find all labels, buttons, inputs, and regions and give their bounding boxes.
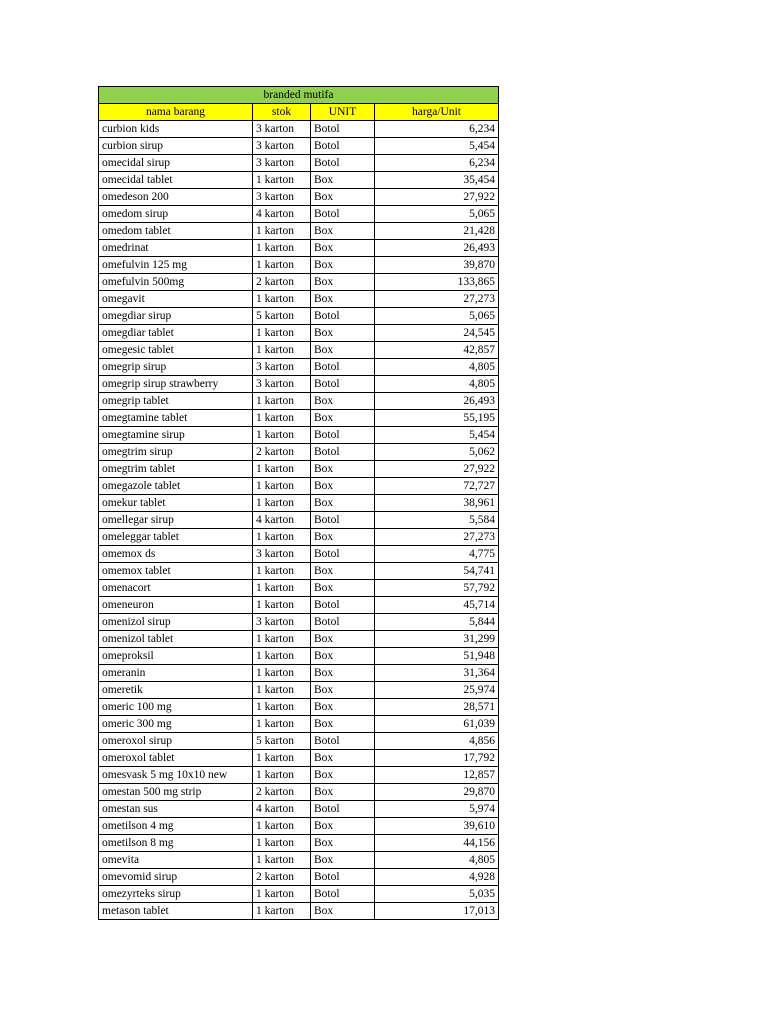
cell-nama-barang[interactable]: omegrip tablet: [99, 393, 253, 410]
table-row: [99, 563, 499, 580]
table-row: [99, 172, 499, 189]
title-row: [99, 87, 499, 104]
cell-nama-barang[interactable]: ometilson 8 mg: [99, 835, 253, 852]
table-row: [99, 342, 499, 359]
cell-harga-unit[interactable]: 55,195: [375, 410, 499, 427]
cell-stok[interactable]: 5 karton: [253, 308, 311, 325]
cell-harga-unit[interactable]: 17,792: [375, 750, 499, 767]
cell-harga-unit[interactable]: 31,364: [375, 665, 499, 682]
cell-unit[interactable]: Box: [311, 495, 375, 512]
cell-nama-barang[interactable]: omevomid sirup: [99, 869, 253, 886]
cell-unit[interactable]: Botol: [311, 869, 375, 886]
cell-nama-barang[interactable]: omedeson 200: [99, 189, 253, 206]
table-row: [99, 393, 499, 410]
cell-nama-barang[interactable]: omegdiar tablet: [99, 325, 253, 342]
cell-nama-barang[interactable]: omedom tablet: [99, 223, 253, 240]
cell-nama-barang[interactable]: curbion kids: [99, 121, 253, 138]
cell-nama-barang[interactable]: omenizol sirup: [99, 614, 253, 631]
table-row: [99, 240, 499, 257]
cell-nama-barang[interactable]: omedrinat: [99, 240, 253, 257]
cell-stok[interactable]: 1 karton: [253, 886, 311, 903]
cell-unit[interactable]: Box: [311, 852, 375, 869]
cell-harga-unit[interactable]: 4,805: [375, 376, 499, 393]
table-row: [99, 206, 499, 223]
cell-unit[interactable]: Botol: [311, 138, 375, 155]
cell-nama-barang[interactable]: omestan sus: [99, 801, 253, 818]
cell-nama-barang[interactable]: omeroxol tablet: [99, 750, 253, 767]
cell-stok[interactable]: 4 karton: [253, 206, 311, 223]
cell-unit[interactable]: Box: [311, 699, 375, 716]
cell-harga-unit[interactable]: 29,870: [375, 784, 499, 801]
cell-stok[interactable]: 1 karton: [253, 665, 311, 682]
column-header-stok[interactable]: stok: [253, 104, 311, 121]
table-row: [99, 682, 499, 699]
cell-harga-unit[interactable]: 39,870: [375, 257, 499, 274]
cell-stok[interactable]: 1 karton: [253, 750, 311, 767]
cell-unit[interactable]: Box: [311, 529, 375, 546]
cell-nama-barang[interactable]: omecidal tablet: [99, 172, 253, 189]
cell-nama-barang[interactable]: omeric 100 mg: [99, 699, 253, 716]
cell-unit[interactable]: Botol: [311, 886, 375, 903]
cell-unit[interactable]: Box: [311, 784, 375, 801]
cell-harga-unit[interactable]: 21,428: [375, 223, 499, 240]
cell-nama-barang[interactable]: omekur tablet: [99, 495, 253, 512]
cell-harga-unit[interactable]: 28,571: [375, 699, 499, 716]
table-row: [99, 155, 499, 172]
cell-stok[interactable]: 3 karton: [253, 546, 311, 563]
cell-stok[interactable]: 3 karton: [253, 376, 311, 393]
cell-stok[interactable]: 3 karton: [253, 359, 311, 376]
table-row: [99, 699, 499, 716]
cell-harga-unit[interactable]: 5,974: [375, 801, 499, 818]
cell-unit[interactable]: Box: [311, 665, 375, 682]
cell-stok[interactable]: 1 karton: [253, 835, 311, 852]
cell-nama-barang[interactable]: omesvask 5 mg 10x10 new: [99, 767, 253, 784]
cell-harga-unit[interactable]: 72,727: [375, 478, 499, 495]
cell-stok[interactable]: 2 karton: [253, 444, 311, 461]
column-header-nama-barang[interactable]: nama barang: [99, 104, 253, 121]
cell-nama-barang[interactable]: omegtrim tablet: [99, 461, 253, 478]
table-row: [99, 512, 499, 529]
cell-unit[interactable]: Box: [311, 835, 375, 852]
cell-unit[interactable]: Botol: [311, 155, 375, 172]
cell-unit[interactable]: Box: [311, 750, 375, 767]
cell-harga-unit[interactable]: 26,493: [375, 393, 499, 410]
table-row: [99, 886, 499, 903]
table-row: [99, 903, 499, 920]
table-row: [99, 325, 499, 342]
table-row: [99, 495, 499, 512]
product-table: [98, 86, 499, 920]
cell-nama-barang[interactable]: omevita: [99, 852, 253, 869]
cell-stok[interactable]: 4 karton: [253, 512, 311, 529]
table-row: [99, 308, 499, 325]
table-row: [99, 257, 499, 274]
table-row: [99, 529, 499, 546]
cell-nama-barang[interactable]: omegdiar sirup: [99, 308, 253, 325]
cell-unit[interactable]: Box: [311, 818, 375, 835]
cell-stok[interactable]: 1 karton: [253, 580, 311, 597]
cell-stok[interactable]: 1 karton: [253, 461, 311, 478]
cell-unit[interactable]: Box: [311, 325, 375, 342]
table-row: [99, 852, 499, 869]
cell-harga-unit[interactable]: 61,039: [375, 716, 499, 733]
cell-harga-unit[interactable]: 39,610: [375, 818, 499, 835]
cell-nama-barang[interactable]: omeric 300 mg: [99, 716, 253, 733]
cell-nama-barang[interactable]: omemox ds: [99, 546, 253, 563]
cell-stok[interactable]: 1 karton: [253, 410, 311, 427]
cell-nama-barang[interactable]: omegtamine tablet: [99, 410, 253, 427]
cell-stok[interactable]: 1 karton: [253, 682, 311, 699]
cell-unit[interactable]: Botol: [311, 376, 375, 393]
table-row: [99, 767, 499, 784]
cell-stok[interactable]: 1 karton: [253, 699, 311, 716]
cell-unit[interactable]: Box: [311, 240, 375, 257]
cell-unit[interactable]: Box: [311, 257, 375, 274]
cell-unit[interactable]: Box: [311, 631, 375, 648]
cell-harga-unit[interactable]: 4,775: [375, 546, 499, 563]
cell-unit[interactable]: Box: [311, 393, 375, 410]
table-row: [99, 750, 499, 767]
cell-stok[interactable]: 4 karton: [253, 801, 311, 818]
table-row: [99, 733, 499, 750]
cell-stok[interactable]: 3 karton: [253, 121, 311, 138]
cell-stok[interactable]: 1 karton: [253, 427, 311, 444]
cell-stok[interactable]: 5 karton: [253, 733, 311, 750]
cell-unit[interactable]: Botol: [311, 444, 375, 461]
cell-stok[interactable]: 1 karton: [253, 291, 311, 308]
cell-nama-barang[interactable]: omemox tablet: [99, 563, 253, 580]
cell-unit[interactable]: Box: [311, 682, 375, 699]
cell-unit[interactable]: Box: [311, 767, 375, 784]
cell-stok[interactable]: 2 karton: [253, 274, 311, 291]
table-row: [99, 597, 499, 614]
table-row: [99, 461, 499, 478]
cell-unit[interactable]: Box: [311, 172, 375, 189]
cell-harga-unit[interactable]: 27,922: [375, 461, 499, 478]
cell-harga-unit[interactable]: 4,805: [375, 359, 499, 376]
cell-stok[interactable]: 2 karton: [253, 869, 311, 886]
cell-unit[interactable]: Botol: [311, 597, 375, 614]
cell-nama-barang[interactable]: omegrip sirup: [99, 359, 253, 376]
table-row: [99, 716, 499, 733]
cell-harga-unit[interactable]: 133,865: [375, 274, 499, 291]
cell-unit[interactable]: Botol: [311, 206, 375, 223]
cell-harga-unit[interactable]: 5,454: [375, 427, 499, 444]
cell-unit[interactable]: Box: [311, 580, 375, 597]
table-row: [99, 274, 499, 291]
cell-stok[interactable]: 1 karton: [253, 818, 311, 835]
cell-unit[interactable]: Box: [311, 342, 375, 359]
cell-stok[interactable]: 3 karton: [253, 138, 311, 155]
cell-nama-barang[interactable]: omecidal sirup: [99, 155, 253, 172]
cell-nama-barang[interactable]: omefulvin 500mg: [99, 274, 253, 291]
table-row: [99, 189, 499, 206]
cell-unit[interactable]: Botol: [311, 121, 375, 138]
cell-unit[interactable]: Botol: [311, 546, 375, 563]
cell-stok[interactable]: 1 karton: [253, 240, 311, 257]
cell-nama-barang[interactable]: omenizol tablet: [99, 631, 253, 648]
cell-harga-unit[interactable]: 54,741: [375, 563, 499, 580]
cell-harga-unit[interactable]: 5,035: [375, 886, 499, 903]
cell-stok[interactable]: 1 karton: [253, 393, 311, 410]
cell-harga-unit[interactable]: 38,961: [375, 495, 499, 512]
cell-harga-unit[interactable]: 5,584: [375, 512, 499, 529]
table-row: [99, 818, 499, 835]
cell-nama-barang[interactable]: omefulvin 125 mg: [99, 257, 253, 274]
cell-unit[interactable]: Botol: [311, 512, 375, 529]
table-title[interactable]: branded mutifa: [99, 87, 499, 104]
cell-nama-barang[interactable]: omeretik: [99, 682, 253, 699]
cell-stok[interactable]: 1 karton: [253, 852, 311, 869]
cell-unit[interactable]: Box: [311, 223, 375, 240]
cell-harga-unit[interactable]: 42,857: [375, 342, 499, 359]
cell-nama-barang[interactable]: omegtrim sirup: [99, 444, 253, 461]
cell-harga-unit[interactable]: 17,013: [375, 903, 499, 920]
cell-nama-barang[interactable]: omegazole tablet: [99, 478, 253, 495]
cell-nama-barang[interactable]: omegtamine sirup: [99, 427, 253, 444]
table-row: [99, 427, 499, 444]
table-row: [99, 291, 499, 308]
cell-unit[interactable]: Box: [311, 648, 375, 665]
cell-harga-unit[interactable]: 45,714: [375, 597, 499, 614]
cell-harga-unit[interactable]: 27,273: [375, 291, 499, 308]
column-header-harga-unit[interactable]: harga/Unit: [375, 104, 499, 121]
cell-stok[interactable]: 1 karton: [253, 716, 311, 733]
cell-harga-unit[interactable]: 44,156: [375, 835, 499, 852]
cell-stok[interactable]: 1 karton: [253, 478, 311, 495]
cell-harga-unit[interactable]: 4,928: [375, 869, 499, 886]
table-row: [99, 376, 499, 393]
cell-stok[interactable]: 3 karton: [253, 155, 311, 172]
cell-nama-barang[interactable]: curbion sirup: [99, 138, 253, 155]
cell-unit[interactable]: Box: [311, 716, 375, 733]
cell-nama-barang[interactable]: omeroxol sirup: [99, 733, 253, 750]
table-row: [99, 835, 499, 852]
column-header-unit[interactable]: UNIT: [311, 104, 375, 121]
cell-stok[interactable]: 2 karton: [253, 784, 311, 801]
cell-stok[interactable]: 1 karton: [253, 342, 311, 359]
cell-stok[interactable]: 1 karton: [253, 495, 311, 512]
table-row: [99, 444, 499, 461]
cell-unit[interactable]: Box: [311, 903, 375, 920]
cell-stok[interactable]: 1 karton: [253, 257, 311, 274]
header-row: [99, 104, 499, 121]
cell-harga-unit[interactable]: 24,545: [375, 325, 499, 342]
cell-stok[interactable]: 1 karton: [253, 172, 311, 189]
cell-unit[interactable]: Botol: [311, 359, 375, 376]
table-row: [99, 648, 499, 665]
table-row: [99, 631, 499, 648]
cell-unit[interactable]: Box: [311, 563, 375, 580]
cell-unit[interactable]: Botol: [311, 427, 375, 444]
cell-stok[interactable]: 1 karton: [253, 563, 311, 580]
cell-harga-unit[interactable]: 5,844: [375, 614, 499, 631]
cell-harga-unit[interactable]: 4,805: [375, 852, 499, 869]
table-row: [99, 580, 499, 597]
cell-harga-unit[interactable]: 26,493: [375, 240, 499, 257]
cell-nama-barang[interactable]: omegrip sirup strawberry: [99, 376, 253, 393]
table-row: [99, 546, 499, 563]
table-row: [99, 801, 499, 818]
table-row: [99, 784, 499, 801]
cell-harga-unit[interactable]: 4,856: [375, 733, 499, 750]
cell-unit[interactable]: Box: [311, 461, 375, 478]
cell-stok[interactable]: 1 karton: [253, 903, 311, 920]
cell-nama-barang[interactable]: ometilson 4 mg: [99, 818, 253, 835]
cell-nama-barang[interactable]: omegavit: [99, 291, 253, 308]
cell-harga-unit[interactable]: 27,922: [375, 189, 499, 206]
cell-nama-barang[interactable]: omeneuron: [99, 597, 253, 614]
cell-harga-unit[interactable]: 12,857: [375, 767, 499, 784]
cell-stok[interactable]: 1 karton: [253, 631, 311, 648]
table-row: [99, 410, 499, 427]
cell-harga-unit[interactable]: 5,065: [375, 206, 499, 223]
cell-nama-barang[interactable]: omedom sirup: [99, 206, 253, 223]
cell-stok[interactable]: 1 karton: [253, 597, 311, 614]
cell-stok[interactable]: 1 karton: [253, 223, 311, 240]
table-row: [99, 665, 499, 682]
cell-nama-barang[interactable]: omeproksil: [99, 648, 253, 665]
cell-stok[interactable]: 3 karton: [253, 189, 311, 206]
cell-harga-unit[interactable]: 5,454: [375, 138, 499, 155]
cell-unit[interactable]: Botol: [311, 308, 375, 325]
cell-unit[interactable]: Box: [311, 291, 375, 308]
cell-harga-unit[interactable]: 57,792: [375, 580, 499, 597]
cell-nama-barang[interactable]: omestan 500 mg strip: [99, 784, 253, 801]
cell-unit[interactable]: Box: [311, 189, 375, 206]
cell-stok[interactable]: 3 karton: [253, 614, 311, 631]
cell-harga-unit[interactable]: 6,234: [375, 155, 499, 172]
table-row: [99, 138, 499, 155]
cell-unit[interactable]: Box: [311, 274, 375, 291]
cell-harga-unit[interactable]: 51,948: [375, 648, 499, 665]
table-row: [99, 869, 499, 886]
cell-nama-barang[interactable]: omellegar sirup: [99, 512, 253, 529]
cell-unit[interactable]: Box: [311, 410, 375, 427]
cell-nama-barang[interactable]: omezyrteks sirup: [99, 886, 253, 903]
cell-nama-barang[interactable]: omenacort: [99, 580, 253, 597]
cell-nama-barang[interactable]: omeleggar tablet: [99, 529, 253, 546]
cell-unit[interactable]: Botol: [311, 801, 375, 818]
cell-harga-unit[interactable]: 5,062: [375, 444, 499, 461]
cell-nama-barang[interactable]: metason tablet: [99, 903, 253, 920]
table-row: [99, 223, 499, 240]
cell-unit[interactable]: Botol: [311, 614, 375, 631]
cell-harga-unit[interactable]: 25,974: [375, 682, 499, 699]
table-row: [99, 121, 499, 138]
cell-harga-unit[interactable]: 31,299: [375, 631, 499, 648]
table-body: [99, 121, 499, 920]
table-row: [99, 478, 499, 495]
table-row: [99, 614, 499, 631]
cell-stok[interactable]: 1 karton: [253, 325, 311, 342]
cell-nama-barang[interactable]: omeranin: [99, 665, 253, 682]
cell-nama-barang[interactable]: omegesic tablet: [99, 342, 253, 359]
cell-stok[interactable]: 1 karton: [253, 529, 311, 546]
cell-harga-unit[interactable]: 27,273: [375, 529, 499, 546]
cell-harga-unit[interactable]: 35,454: [375, 172, 499, 189]
cell-unit[interactable]: Botol: [311, 733, 375, 750]
cell-harga-unit[interactable]: 5,065: [375, 308, 499, 325]
cell-harga-unit[interactable]: 6,234: [375, 121, 499, 138]
table-row: [99, 359, 499, 376]
cell-stok[interactable]: 1 karton: [253, 767, 311, 784]
cell-stok[interactable]: 1 karton: [253, 648, 311, 665]
cell-unit[interactable]: Box: [311, 478, 375, 495]
